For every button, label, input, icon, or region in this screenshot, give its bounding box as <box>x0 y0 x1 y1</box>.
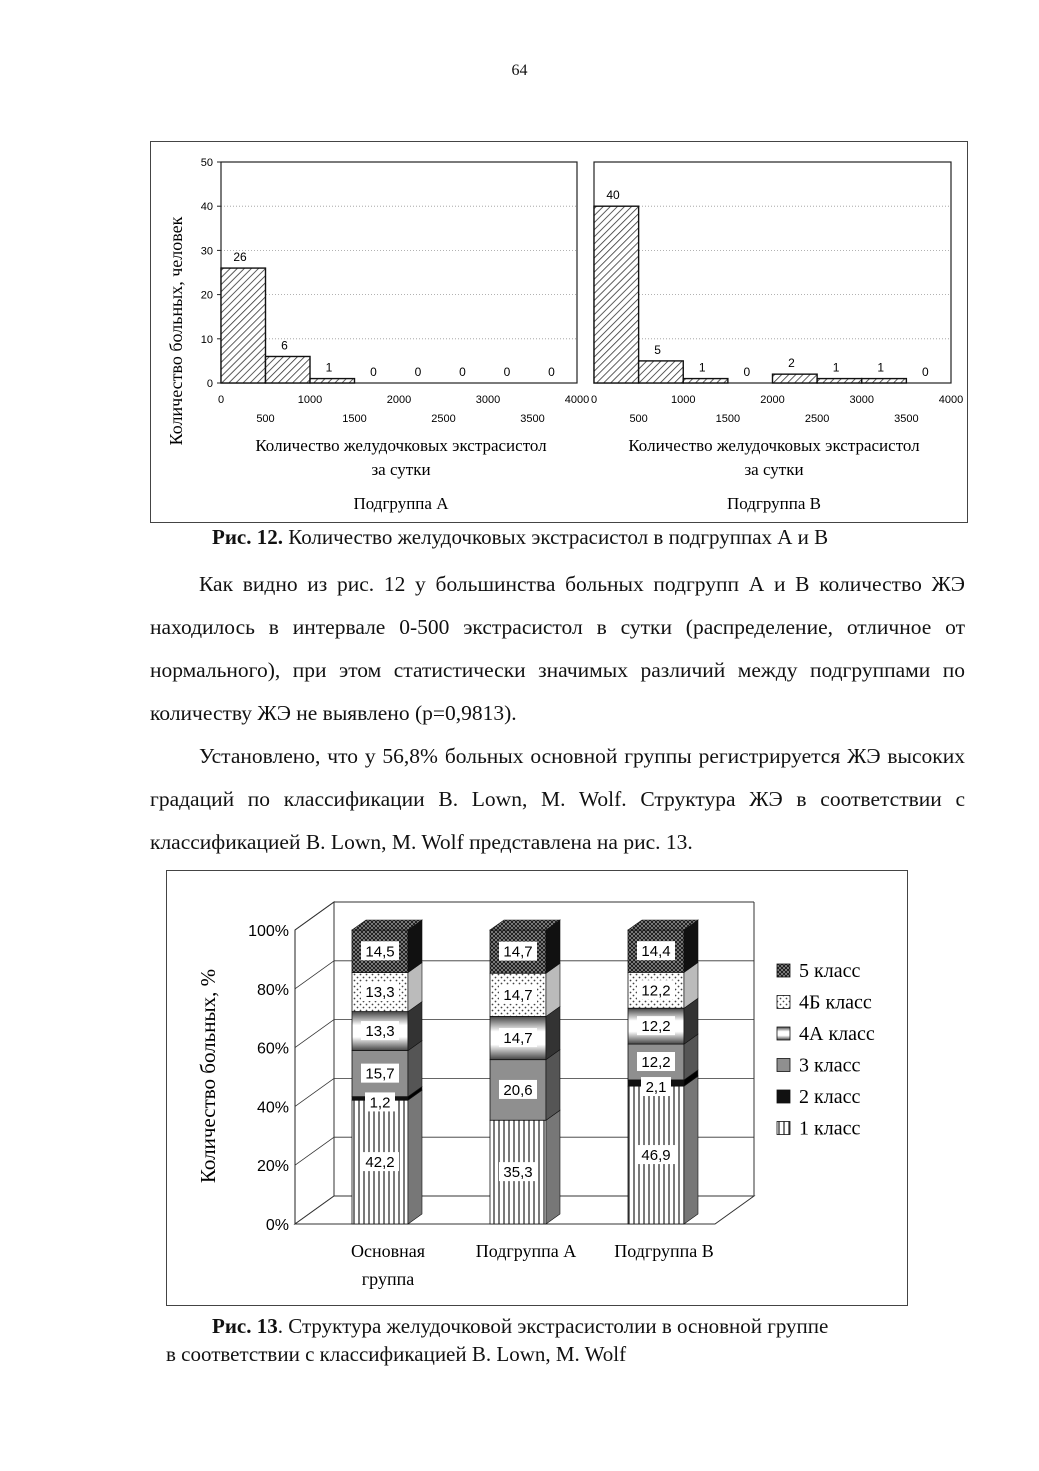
x-tick-label: 500 <box>256 413 275 425</box>
value-label: 12,2 <box>641 982 671 1000</box>
value-label: 12,2 <box>641 1054 671 1072</box>
bar-value-label: 0 <box>414 365 422 379</box>
value-label: 35,3 <box>503 1164 533 1182</box>
y-tick-label: 60% <box>256 1040 289 1058</box>
panel-b-title: Подгруппа В <box>726 494 822 513</box>
x-tick-label: 3500 <box>894 413 919 425</box>
x-tick-label: 1000 <box>671 394 696 406</box>
legend-swatch <box>777 1122 790 1135</box>
value-label: 14,7 <box>503 986 533 1004</box>
x-tick-label: 0 <box>590 394 598 406</box>
bar-segment-side <box>546 1110 560 1224</box>
value-label: 14,5 <box>365 943 395 961</box>
paragraph-1: Как видно из рис. 12 у большинства больных подгрупп А и В количество ЖЭ находилось в интервале 0-500 экстрасистол в сутки (распределение, отличное от нормального), при этом статистически значимых различий между подгруппами по количеству ЖЭ не выявлено (p=0,9813). <box>150 572 965 725</box>
figure-12-caption <box>212 523 828 551</box>
y-tick-label: 0% <box>265 1217 289 1234</box>
figure-13-caption-number: Рис. 13 <box>212 1314 278 1338</box>
panel-b-xlabel-line1: Количество желудочковых экстрасистол <box>628 436 920 455</box>
value-label: 14,7 <box>503 1030 533 1048</box>
figure-12-caption-text: Количество желудочковых экстрасистол в подгруппах А и В <box>283 525 829 549</box>
bar-segment-side <box>408 1090 422 1224</box>
stacked-bar <box>490 920 560 1224</box>
figure-13-caption-text: . Структура желудочковой экстрасистолии в основной группе <box>277 1314 829 1338</box>
stacked-bar <box>352 920 422 1224</box>
category-label: Подгруппа А <box>475 1241 577 1261</box>
y-tick-label: 40% <box>256 1099 289 1117</box>
figure-12-caption-number: Рис. 12. <box>212 525 283 549</box>
category-label: группа <box>361 1269 415 1289</box>
value-label: 2,1 <box>645 1079 667 1097</box>
bar-value-label: 1 <box>698 360 706 375</box>
side-wall <box>295 902 334 1224</box>
x-tick-label: 3000 <box>849 394 874 406</box>
x-tick-label: 2500 <box>431 413 456 425</box>
legend-swatch <box>777 996 790 1009</box>
paragraph-2: Установлено, что у 56,8% больных основной группы регистрируется ЖЭ высоких градаций по классификации B. Lown, M. Wolf. Структура ЖЭ в соответствии с классификацией B. Lown, M. Wolf представлена на рис. 13. <box>150 744 965 854</box>
legend-swatch <box>777 1027 790 1040</box>
stacked-bar <box>628 920 698 1224</box>
legend-swatch <box>777 1059 790 1072</box>
bar-value-label: 0 <box>548 365 555 379</box>
x-tick-label: 2000 <box>386 394 412 406</box>
value-label: 1,2 <box>369 1094 391 1112</box>
bar-value-label: 2 <box>788 356 795 371</box>
legend-label: 4Б класс <box>799 991 872 1014</box>
panel-b-xlabel-line2: за сутки <box>744 460 804 479</box>
legend-label: 1 класс <box>799 1117 861 1140</box>
x-tick-label: 1500 <box>342 413 367 425</box>
category-label: Основная <box>350 1241 426 1261</box>
bar-value-label: 0 <box>922 365 929 379</box>
value-label: 20,6 <box>503 1081 533 1099</box>
x-tick-label: 1500 <box>715 413 741 425</box>
legend-label: 3 класс <box>799 1054 861 1077</box>
value-label: 14,7 <box>503 943 533 961</box>
y-tick-label: 80% <box>256 981 289 999</box>
fig12-y-axis-label: Количество больных, человек <box>166 216 186 446</box>
value-label: 13,3 <box>365 984 395 1002</box>
y-tick-label: 100% <box>248 923 289 940</box>
panel-a-xlabel-line1: Количество желудочковых экстрасистол <box>255 436 547 455</box>
x-tick-label: 1000 <box>297 394 323 406</box>
histogram-chart <box>151 142 967 522</box>
bar-segment-side <box>546 1050 560 1121</box>
value-label: 13,3 <box>365 1023 395 1041</box>
figure-12-frame <box>150 141 968 523</box>
plot-frame <box>594 162 951 383</box>
x-tick-label: 2000 <box>760 394 785 406</box>
histogram-bar <box>310 379 355 383</box>
bar-value-label: 0 <box>459 365 466 379</box>
panel-subgroup-a <box>201 157 589 513</box>
histogram-bar <box>594 206 639 383</box>
bar-value-label: 1 <box>877 360 885 375</box>
stacked-bar-chart <box>167 871 907 1305</box>
legend-label: 5 класс <box>799 960 861 982</box>
x-tick-label: 4000 <box>564 394 590 406</box>
legend <box>777 960 875 1140</box>
y-tick-label: 10 <box>200 333 213 346</box>
y-tick-label: 20 <box>200 289 213 302</box>
value-label: 14,4 <box>641 943 671 961</box>
value-label: 15,7 <box>365 1065 395 1083</box>
value-label: 46,9 <box>641 1147 671 1165</box>
legend-label: 2 класс <box>799 1086 861 1108</box>
histogram-bar <box>266 356 311 383</box>
bar-value-label: 0 <box>503 365 511 379</box>
value-label: 12,2 <box>641 1018 671 1036</box>
bar-value-label: 0 <box>370 365 377 379</box>
bar-value-label: 1 <box>325 360 333 375</box>
bar-value-label: 26 <box>233 250 247 265</box>
fig13-y-axis-label: Количество больных, % <box>196 968 220 1184</box>
category-label: Подгруппа В <box>614 1241 714 1261</box>
bar-segment-side <box>684 1076 698 1224</box>
y-tick-label: 30 <box>200 245 213 258</box>
histogram-bar <box>817 379 862 383</box>
x-tick-label: 0 <box>217 394 225 406</box>
x-tick-label: 3000 <box>475 394 501 406</box>
legend-swatch <box>777 964 790 977</box>
histogram-bar <box>862 379 907 383</box>
x-tick-label: 4000 <box>938 394 964 406</box>
histogram-bar <box>221 268 266 383</box>
legend-swatch <box>777 1090 790 1103</box>
histogram-bar <box>639 361 684 383</box>
figure-13-frame <box>166 870 908 1306</box>
figure-13-caption-line1 <box>212 1312 828 1340</box>
x-tick-label: 3500 <box>520 413 545 425</box>
bar-value-label: 1 <box>832 360 840 375</box>
bar-value-label: 5 <box>654 342 661 357</box>
value-label: 42,2 <box>365 1154 395 1172</box>
bar-value-label: 6 <box>281 338 288 353</box>
histogram-bar <box>773 374 818 383</box>
bar-value-label: 0 <box>743 365 751 379</box>
panel-a-title: Подгруппа А <box>353 494 449 513</box>
panel-subgroup-b <box>591 162 963 513</box>
x-tick-label: 500 <box>629 413 648 425</box>
bar-value-label: 40 <box>606 188 620 203</box>
figure-13-caption-line2: в соответствии с классификацией B. Lown, M. Wolf <box>166 1342 627 1366</box>
y-tick-label: 0 <box>206 378 213 390</box>
histogram-bar <box>683 379 728 383</box>
y-tick-label: 20% <box>256 1158 289 1176</box>
panel-a-xlabel-line2: за сутки <box>371 460 431 479</box>
chart-plot-area <box>248 902 754 1289</box>
y-tick-label: 40 <box>200 201 213 214</box>
page-number: 64 <box>511 62 528 79</box>
x-tick-label: 2500 <box>804 413 830 425</box>
legend-label: 4А класс <box>799 1023 875 1045</box>
y-tick-label: 50 <box>200 157 213 169</box>
plot-frame <box>221 162 577 383</box>
